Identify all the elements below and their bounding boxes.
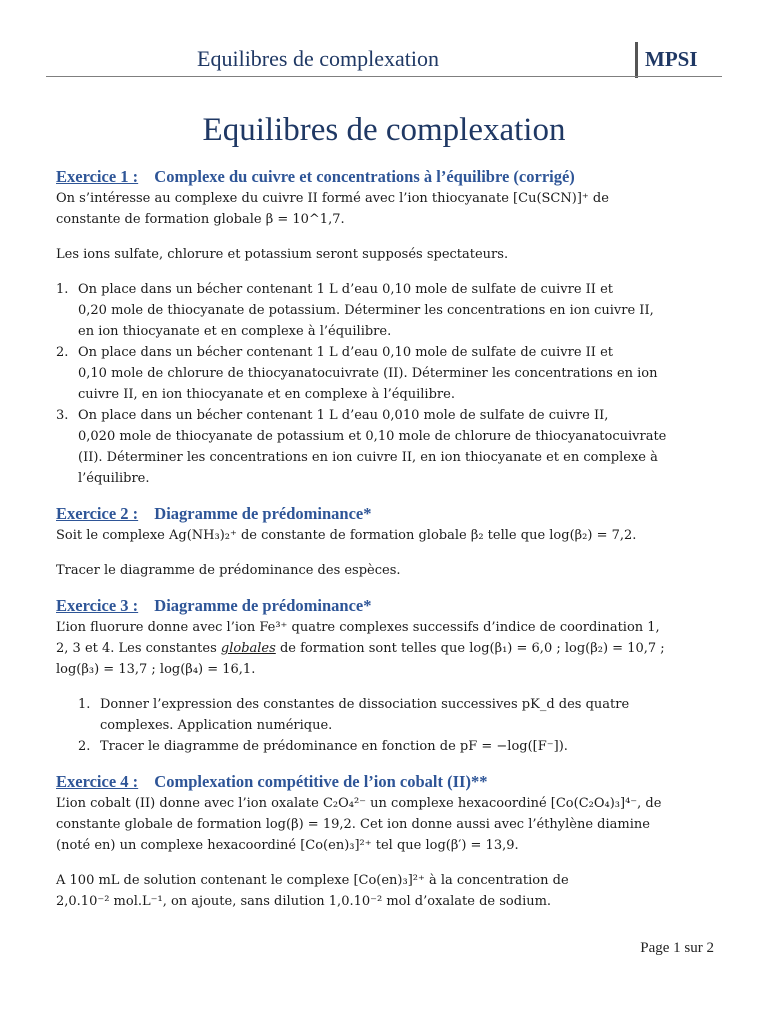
exercise-3-question-2 [56, 736, 714, 757]
question-line: en ion thiocyanate et en complexe à l’équilibre. [78, 324, 392, 339]
exercise-4-line-4: A 100 mL de solution contenant le complexe [Co(en)₃]²⁺ à la concentration de [56, 873, 569, 888]
question-number: 2. [56, 345, 69, 360]
document-title: Equilibres de complexation [202, 112, 566, 148]
exercise-4-line-3: (noté en) un complexe hexacoordiné [Co(en)₃]²⁺ tel que log(β′) = 13,9. [56, 838, 519, 853]
question-line: complexes. Application numérique. [100, 718, 333, 733]
exercise-4-line-5: 2,0.10⁻² mol.L⁻¹, on ajoute, sans dilution 1,0.10⁻² mol d’oxalate de sodium. [56, 894, 552, 909]
exercise-3-intro-line-2 [56, 638, 714, 659]
exercise-3-intro-line-3: log(β₃) = 13,7 ; log(β₄) = 16,1. [56, 662, 256, 677]
exercise-3-number: Exercice 3 : [56, 596, 139, 615]
question-line: On place dans un bécher contenant 1 L d’eau 0,10 mole de sulfate de cuivre II et [78, 282, 613, 297]
exercise-4-title: Complexation compétitive de l’ion cobalt (II)** [154, 772, 488, 791]
exercise-1-question-1 [56, 279, 714, 342]
exercise-1-question-3 [56, 405, 714, 489]
exercise-3-question-1 [56, 694, 714, 736]
exercise-2-statement: Soit le complexe Ag(NH₃)₂⁺ de constante de formation globale β₂ telle que log(β₂) = 7,2. [56, 528, 637, 543]
question-line: 0,10 mole de chlorure de thiocyanatocuivrate (II). Déterminer les concentrations en ion [78, 366, 658, 381]
exercise-1-intro-line-2: constante de formation globale β = 10^1,7. [56, 212, 345, 227]
running-header-tag: MPSI [645, 47, 698, 71]
question-line: On place dans un bécher contenant 1 L d’eau 0,010 mole de sulfate de cuivre II, [78, 408, 609, 423]
question-number: 2. [78, 739, 91, 754]
question-line: On place dans un bécher contenant 1 L d’eau 0,10 mole de sulfate de cuivre II et [78, 345, 613, 360]
exercise-4-line-2: constante globale de formation log(β) = 19,2. Cet ion donne aussi avec l’éthylène diamine [56, 817, 650, 832]
exercise-2-heading [56, 503, 714, 525]
question-line: 0,20 mole de thiocyanate de potassium. Déterminer les concentrations en ion cuivre II, [78, 303, 654, 318]
exercise-1-intro-line-1: On s’intéresse au complexe du cuivre II formé avec l’ion thiocyanate [Cu(SCN)]⁺ de [56, 191, 609, 206]
exercise-3-intro-line-1: L’ion fluorure donne avec l’ion Fe³⁺ quatre complexes successifs d’indice de coordination 1, [56, 620, 660, 635]
exercise-1-number: Exercice 1 : [56, 167, 139, 186]
exercise-4-heading [56, 771, 714, 793]
exercise-3-heading [56, 595, 714, 617]
header-rule [46, 76, 722, 77]
question-line: 0,020 mole de thiocyanate de potassium et 0,10 mole de chlorure de thiocyanatocuivrate [78, 429, 667, 444]
exercise-1-questions [56, 279, 714, 489]
exercise-1-title: Complexe du cuivre et concentrations à l’équilibre (corrigé) [154, 167, 575, 186]
exercise-4-line-1: L’ion cobalt (II) donne avec l’ion oxalate C₂O₄²⁻ un complexe hexacoordiné [Co(C₂O₄)₃]⁴⁻, de [56, 796, 662, 811]
exercise-2-title: Diagramme de prédominance* [154, 504, 372, 523]
running-header-title: Equilibres de complexation [197, 46, 439, 71]
question-number: 3. [56, 408, 69, 423]
intro-text: 2, 3 et 4. Les constantes [56, 641, 217, 656]
exercise-2-number: Exercice 2 : [56, 504, 139, 523]
question-line: Tracer le diagramme de prédominance en fonction de pF = −log([F⁻]). [100, 739, 568, 754]
question-line: cuivre II, en ion thiocyanate et en complexe à l’équilibre. [78, 387, 455, 402]
question-line: l’équilibre. [78, 471, 150, 486]
header-separator [635, 42, 638, 78]
question-number: 1. [56, 282, 69, 297]
exercise-4-number: Exercice 4 : [56, 772, 139, 791]
question-number: 1. [78, 697, 91, 712]
intro-text: de formation sont telles que log(β₁) = 6,0 ; log(β₂) = 10,7 ; [279, 641, 665, 656]
emphasis-globales: globales [220, 641, 276, 656]
exercise-1-note: Les ions sulfate, chlorure et potassium seront supposés spectateurs. [56, 247, 509, 262]
document-body [56, 166, 714, 912]
exercise-2-task: Tracer le diagramme de prédominance des espèces. [56, 563, 401, 578]
exercise-3-questions [56, 694, 714, 757]
page-number: Page 1 sur 2 [640, 940, 714, 956]
exercise-1-heading [56, 166, 714, 188]
exercise-3-title: Diagramme de prédominance* [154, 596, 372, 615]
question-line: (II). Déterminer les concentrations en ion cuivre II, en ion thiocyanate et en complexe à [78, 450, 658, 465]
exercise-1-question-2 [56, 342, 714, 405]
question-line: Donner l’expression des constantes de dissociation successives pK_d des quatre [100, 697, 630, 712]
